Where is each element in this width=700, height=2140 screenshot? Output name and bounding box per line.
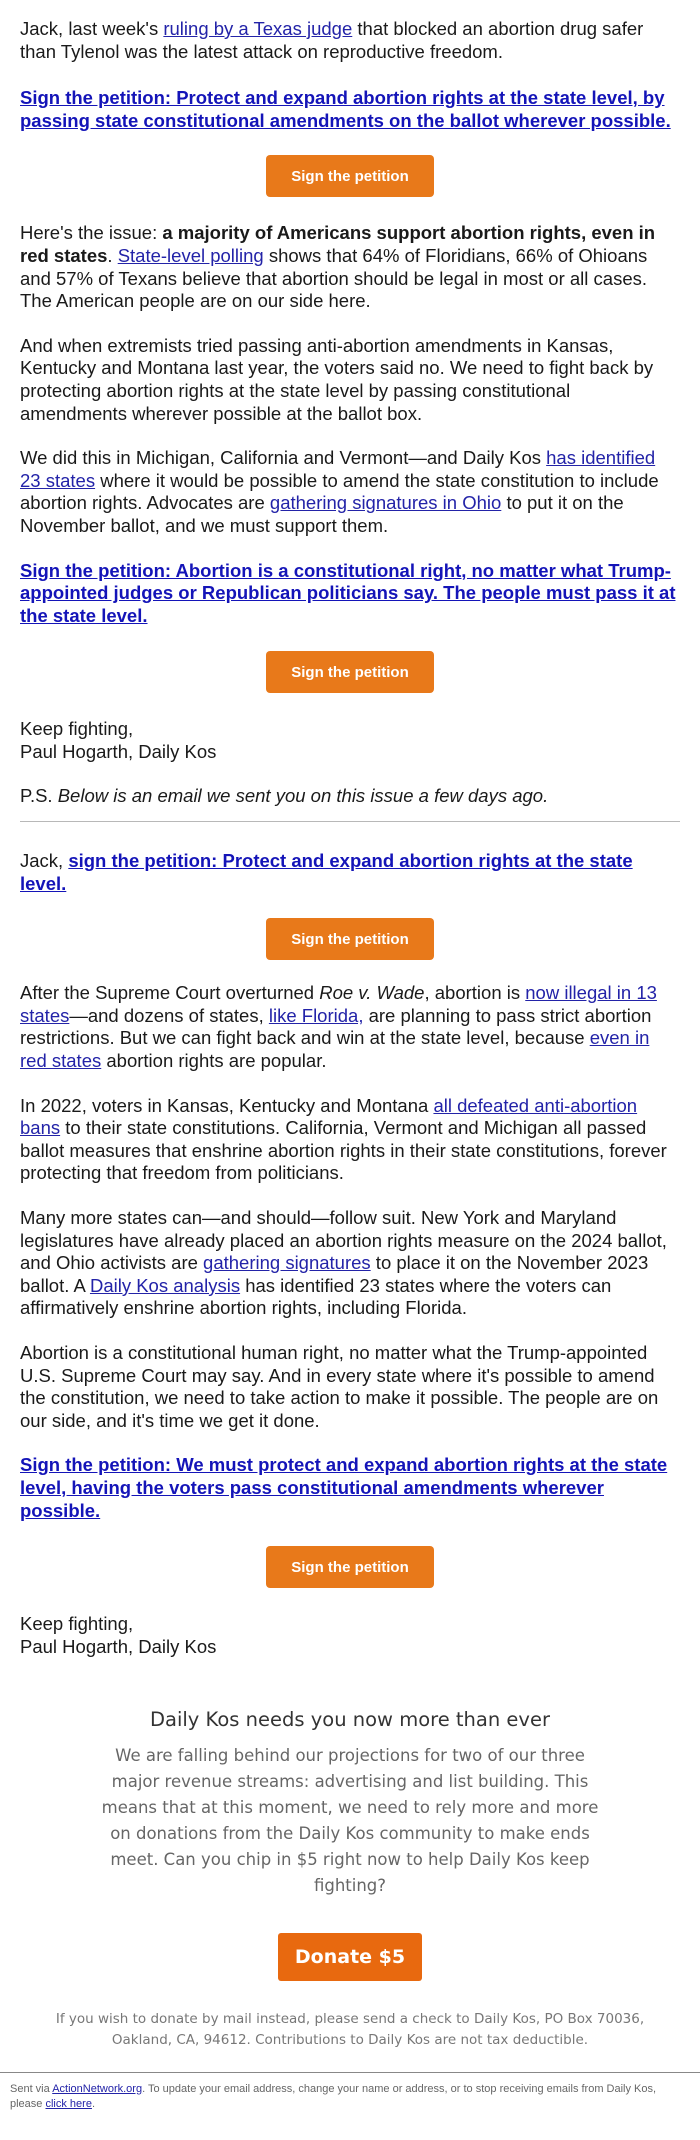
unsubscribe-link[interactable]: click here bbox=[45, 2098, 92, 2110]
issue-paragraph: Here's the issue: a majority of Americans support abortion rights, even in red states. State-level polling shows that 64% of Floridians, 66% of Ohioans and 57% of Texans believe that abortion should be legal in most or all cases. The American people are on our side here. bbox=[20, 222, 656, 312]
intro-paragraph: Jack, last week's ruling by a Texas judge that blocked an abortion drug safer than Tylenol was the latest attack on reproductive freedom. bbox=[20, 18, 644, 62]
sign-petition-button-3[interactable]: Sign the petition bbox=[266, 918, 434, 960]
signoff-2: Keep fighting, Paul Hogarth, Daily Kos bbox=[20, 1613, 217, 1657]
mail-donation-note: If you wish to donate by mail instead, please send a check to Daily Kos, PO Box 70036, Oakland, CA, 94612. Contributions to Daily Kos are not tax deductible. bbox=[55, 2011, 645, 2049]
sign-petition-button-4[interactable]: Sign the petition bbox=[266, 1546, 434, 1588]
voters-2022-paragraph: In 2022, voters in Kansas, Kentucky and Montana all defeated anti-abortion bans to their state constitutions. California, Vermont and Michigan all passed ballot measures that enshrine abortion rights in their state constitutions, forever protecting that freedom from politicians. bbox=[20, 1094, 667, 1184]
illegal-13-states-link[interactable]: now illegal in 13 states bbox=[20, 982, 657, 1026]
email-body bbox=[0, 0, 700, 808]
footer-title: Daily Kos needs you now more than ever bbox=[150, 1708, 550, 1732]
roe-paragraph: After the Supreme Court overturned Roe v. Wade, abortion is now illegal in 13 states—and dozens of states, like Florida, are planning to pass strict abortion restrictions. But we can fight back and win at the state level, because even in red states abortion rights are popular. bbox=[20, 982, 657, 1072]
donation-footer bbox=[0, 1658, 700, 2051]
like-florida-link[interactable]: like Florida, bbox=[268, 1004, 364, 1026]
ps-line: P.S. Below is an email we sent you on this issue a few days ago. bbox=[20, 785, 549, 807]
previous-email bbox=[0, 822, 700, 1658]
petition-link-1[interactable]: Sign the petition: Protect and expand abortion rights at the state level, by passing state constitutional amendments on the ballot wherever possible. bbox=[20, 87, 671, 131]
footer-appeal-text: We are falling behind our projections for two of our three major revenue streams: advertising and list building. This means that at this moment, we need to rely more and more on donations from the Daily Kos community to make ends meet. Can you chip in $5 right now to help Daily Kos keep fighting? bbox=[101, 1746, 599, 1896]
donate-button[interactable]: Donate $5 bbox=[278, 1933, 422, 1981]
second-greeting: Jack, sign the petition: Protect and expand abortion rights at the state level. bbox=[20, 850, 633, 894]
petition-inline-link[interactable]: sign the petition: Protect and expand abortion rights at the state level. bbox=[20, 850, 633, 894]
even-red-states-link[interactable]: even in red states bbox=[20, 1027, 650, 1072]
email-bottom-bar: Sent via ActionNetwork.org. To update your email address, change your name or address, or to stop receiving emails from Daily Kos, please click here. bbox=[0, 2072, 700, 2112]
identified-23-states-link[interactable]: has identified 23 states bbox=[20, 447, 656, 491]
texas-ruling-link[interactable]: ruling by a Texas judge bbox=[163, 18, 353, 39]
ohio-signatures-link[interactable]: gathering signatures in Ohio bbox=[269, 492, 502, 514]
actionnetwork-link[interactable]: ActionNetwork.org bbox=[52, 2083, 143, 2095]
sign-petition-button-2[interactable]: Sign the petition bbox=[266, 651, 434, 693]
petition-link-2-paragraph bbox=[20, 560, 680, 628]
petition-link-3[interactable]: Sign the petition: We must protect and expand abortion rights at the state level, having the voters pass constitutional amendments wherever possible. bbox=[20, 1454, 668, 1521]
human-right-paragraph: Abortion is a constitutional human right, no matter what the Trump-appointed U.S. Supreme Court may say. And in every state where it's possible to amend the constitution, we need to take action to make it possible. The people are on our side, and it's time we get it done. bbox=[20, 1341, 659, 1431]
state-polling-link[interactable]: State-level polling bbox=[117, 244, 264, 266]
sign-petition-button-1[interactable]: Sign the petition bbox=[266, 155, 434, 197]
defeated-bans-link[interactable]: all defeated anti-abortion bans bbox=[20, 1094, 638, 1139]
petition-link-1-paragraph bbox=[20, 87, 680, 132]
petition-link-2[interactable]: Sign the petition: Abortion is a constitutional right, no matter what Trump-appointed judges or Republican politicians say. The people must pass it at the state level. bbox=[20, 559, 676, 626]
signoff-1: Keep fighting, Paul Hogarth, Daily Kos bbox=[20, 718, 217, 762]
more-states-paragraph: Many more states can—and should—follow suit. New York and Maryland legislatures have already placed an abortion rights measure on the 2024 ballot, and Ohio activists are gathering signatures to place it on the November 2023 ballot. A Daily Kos analysis has identified 23 states where the voters can affirmatively enshrine abortion rights, including Florida. bbox=[20, 1207, 667, 1319]
extremists-paragraph: And when extremists tried passing anti-abortion amendments in Kansas, Kentucky and Montana last year, the voters said no. We need to fight back by protecting abortion rights at the state level by passing constitutional amendments wherever possible at the ballot box. bbox=[20, 334, 654, 424]
daily-kos-analysis-link[interactable]: Daily Kos analysis bbox=[89, 1274, 241, 1296]
petition-link-3-paragraph bbox=[20, 1454, 680, 1522]
gathering-signatures-link[interactable]: gathering signatures bbox=[203, 1252, 371, 1274]
michigan-paragraph: We did this in Michigan, California and Vermont—and Daily Kos has identified 23 states where it would be possible to amend the state constitution to include abortion rights. Advocates are gathering signatures in Ohio to put it on the November ballot, and we must support them. bbox=[20, 447, 659, 536]
